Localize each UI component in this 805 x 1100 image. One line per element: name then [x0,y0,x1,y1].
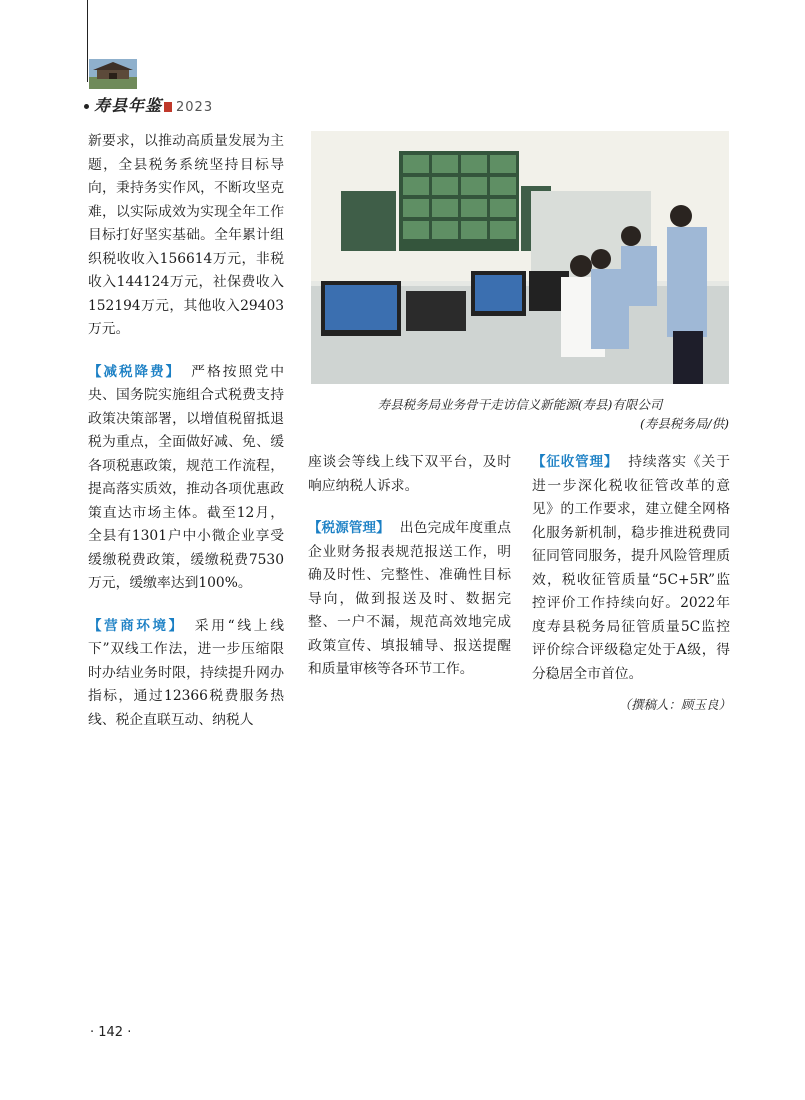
section-tag: 【营商环境】 [88,617,185,634]
yearbook-name: 寿县年鉴 [94,96,163,115]
photo-credit: (寿县税务局/供) [640,416,729,431]
page-number: · 142 · [90,1025,132,1040]
header-rule [87,0,88,82]
section-tag: 【减税降费】 [88,363,182,380]
section-text: 出色完成年度重点企业财务报表规范报送工作，明确及时性、完整性、准确性目标导向，做到报送及时、数据完整、一户不漏，规范高效地完成政策宣传、填报辅导、报送提醒和质量审核等各环节工作。 [308,520,511,677]
section-tax-reduction [88,361,284,596]
section-tax-source [308,517,511,682]
photo-caption: 寿县税务局业务骨干走访信义新能源(寿县)有限公司 [377,397,663,412]
header-dot [84,104,89,109]
section-text: 严格按照党中央、国务院实施组合式税费支持政策决策部署，以增值税留抵退税为重点，全面做好减、免、缓各项税惠政策，规范工作流程，提高落实质效，推动各项优惠政策直达市场主体。截至12月，全县有1301户中小微企业享受缓缴税费政策，缓缴税费7530万元，缓缴率达到100%。 [88,363,285,591]
section-tag: 【税源管理】 [308,520,390,536]
photo-monitoring-room [311,131,729,384]
seal-icon [164,102,172,112]
intro-paragraph: 新要求，以推动高质量发展为主题，全县税务系统坚持目标导向，秉持务实作风，不断攻坚克难，以实际成效为实现全年工作目标打好坚实基础。全年累计组织税收收入156614万元，非税收入144124万元，社保费收入152194万元，其他收入29403万元。 [88,133,284,337]
text-column-2 [308,451,511,682]
text-column-3 [532,451,730,686]
author-credit: （撰稿人：顾玉良） [618,697,731,712]
header-logo-image [89,59,137,89]
section-collection [532,451,730,686]
yearbook-title [94,93,213,116]
section-business-environment [88,615,284,733]
section-text: 持续落实《关于进一步深化税收征管改革的意见》的工作要求，建立健全网格化服务新机制，稳步推进税费同征同管同服务，提升风险管理质效，税收征管质量“5C+5R”监控评价工作持续向好。2022年度寿县税务局征管质量5C监控评价综合评级稳定处于A级，得分稳居全市首位。 [532,454,731,682]
section-text: 采用“线上线下”双线工作法，进一步压缩限时办结业务时限，持续提升网办指标，通过12366税费服务热线、税企直联互动、纳税人 [88,617,284,728]
yearbook-year: 2023 [176,100,214,115]
continued-paragraph: 座谈会等线上线下双平台，及时响应纳税人诉求。 [308,454,511,494]
section-tag: 【征收管理】 [532,454,619,470]
text-column-1 [88,130,284,732]
